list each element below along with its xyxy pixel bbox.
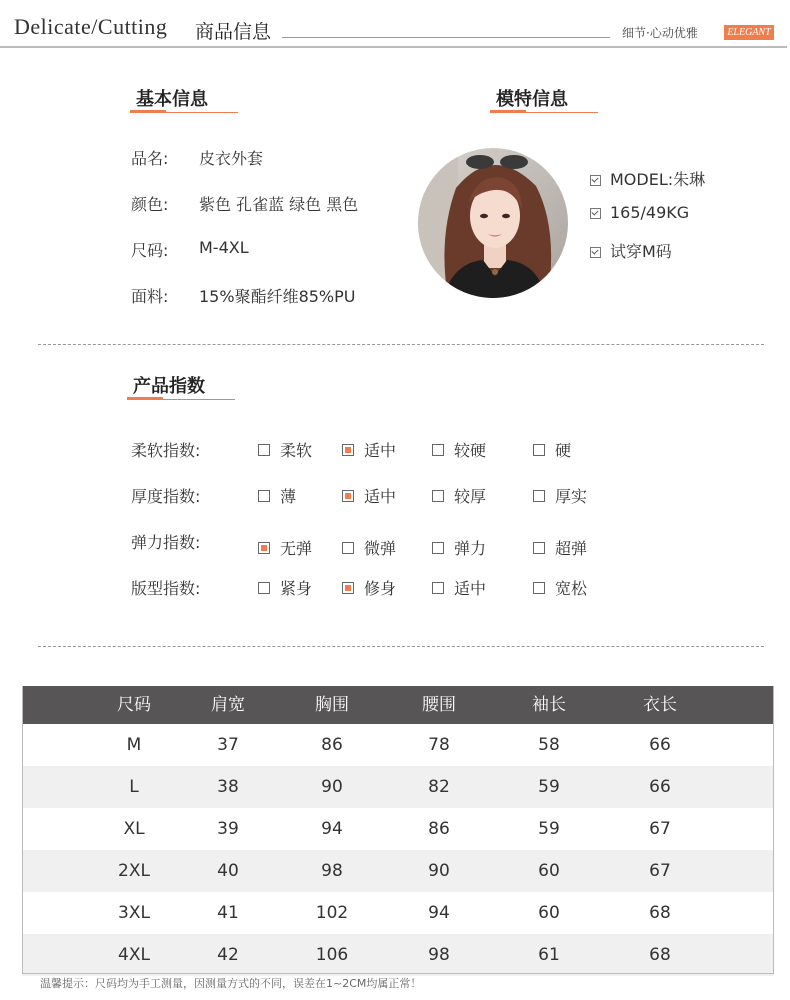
- table-cell: 3XL: [118, 903, 150, 923]
- checked-box-icon[interactable]: [342, 582, 354, 594]
- unchecked-box-icon[interactable]: [533, 490, 545, 502]
- brand-logo-text: Delicate/Cutting: [14, 14, 168, 39]
- table-cell: 4XL: [118, 945, 150, 965]
- index-option-label: 超弹: [555, 539, 588, 558]
- model-info-item: [590, 167, 705, 190]
- model-info-title: 模特信息: [496, 89, 568, 110]
- table-cell: 2XL: [118, 861, 150, 881]
- index-option[interactable]: [533, 484, 587, 507]
- size-note: 温馨提示：尺码均为手工测量，因测量方式的不同，误差在1~2CM均属正常！: [40, 977, 422, 990]
- table-cell: 60: [538, 861, 560, 881]
- header-tagline: 细节·心动优雅: [622, 26, 698, 40]
- table-cell: 40: [217, 861, 239, 881]
- table-cell: 94: [321, 819, 343, 839]
- basic-info-label: 面料:: [131, 287, 169, 306]
- table-cell: 37: [217, 735, 239, 755]
- table-cell: 86: [321, 735, 343, 755]
- table-header-cell: 衣长: [643, 695, 677, 715]
- product-index-underline: [127, 399, 235, 400]
- index-option[interactable]: [258, 484, 296, 507]
- index-option[interactable]: [258, 536, 312, 559]
- index-option[interactable]: [432, 438, 486, 461]
- table-header-row: [22, 686, 774, 724]
- index-option[interactable]: [342, 536, 396, 559]
- index-option-label: 适中: [364, 441, 397, 460]
- table-cell: 68: [649, 903, 671, 923]
- model-info-item: [590, 239, 672, 262]
- index-option-label: 适中: [454, 579, 487, 598]
- basic-info-value: 紫色 孔雀蓝 绿色 黑色: [199, 195, 359, 214]
- index-option-label: 适中: [364, 487, 397, 506]
- checked-box-icon[interactable]: [342, 444, 354, 456]
- index-option[interactable]: [258, 438, 312, 461]
- unchecked-box-icon[interactable]: [432, 490, 444, 502]
- model-info-underline: [490, 112, 598, 113]
- table-header-cell: 肩宽: [211, 695, 245, 715]
- table-cell: M: [126, 735, 142, 755]
- unchecked-box-icon[interactable]: [432, 542, 444, 554]
- index-option[interactable]: [432, 484, 486, 507]
- table-row: [22, 892, 774, 934]
- table-header-cell: 胸围: [315, 695, 349, 715]
- index-option-label: 硬: [555, 441, 572, 460]
- table-cell: 82: [428, 777, 450, 797]
- unchecked-box-icon[interactable]: [342, 542, 354, 554]
- table-cell: 60: [538, 903, 560, 923]
- table-cell: 98: [321, 861, 343, 881]
- basic-info-value: 皮衣外套: [199, 149, 264, 168]
- table-cell: L: [129, 777, 139, 797]
- check-icon: [590, 175, 601, 186]
- index-option[interactable]: [342, 484, 396, 507]
- index-option[interactable]: [533, 576, 587, 599]
- model-photo: [418, 148, 568, 298]
- model-info-item: [590, 203, 689, 222]
- table-row: [22, 850, 774, 892]
- table-cell: 66: [649, 735, 671, 755]
- index-label: 厚度指数:: [131, 487, 201, 506]
- page-title: 商品信息: [195, 21, 272, 43]
- unchecked-box-icon[interactable]: [533, 542, 545, 554]
- table-cell: 39: [217, 819, 239, 839]
- index-option[interactable]: [533, 536, 587, 559]
- table-row: [22, 934, 774, 976]
- checked-box-icon[interactable]: [258, 542, 270, 554]
- table-cell: 41: [217, 903, 239, 923]
- product-index-title: 产品指数: [133, 376, 205, 397]
- index-option[interactable]: [432, 576, 486, 599]
- table-row: [22, 808, 774, 850]
- table-cell: 98: [428, 945, 450, 965]
- index-option-label: 紧身: [280, 579, 313, 598]
- index-option[interactable]: [342, 576, 396, 599]
- table-cell: 59: [538, 819, 560, 839]
- table-cell: 67: [649, 861, 671, 881]
- section-divider: [38, 646, 764, 647]
- basic-info-value: M-4XL: [199, 238, 249, 257]
- unchecked-box-icon[interactable]: [533, 582, 545, 594]
- unchecked-box-icon[interactable]: [258, 490, 270, 502]
- size-table: [22, 686, 774, 976]
- basic-info-label: 品名:: [131, 149, 169, 168]
- index-option-label: 弹力: [454, 539, 487, 558]
- model-info-text: 试穿M码: [610, 242, 672, 261]
- index-option-label: 修身: [364, 579, 397, 598]
- index-option-label: 薄: [280, 487, 297, 506]
- model-info-text: MODEL:朱琳: [610, 170, 706, 189]
- basic-info-label: 颜色:: [131, 195, 169, 214]
- table-cell: 106: [315, 945, 349, 965]
- unchecked-box-icon[interactable]: [533, 444, 545, 456]
- index-label: 柔软指数:: [131, 441, 201, 460]
- table-header-cell: 腰围: [422, 695, 456, 715]
- index-option-label: 较硬: [454, 441, 487, 460]
- basic-info-label: 尺码:: [131, 241, 169, 260]
- index-option[interactable]: [432, 536, 486, 559]
- table-cell: 90: [428, 861, 450, 881]
- index-option-label: 较厚: [454, 487, 487, 506]
- index-option[interactable]: [258, 576, 312, 599]
- unchecked-box-icon[interactable]: [432, 444, 444, 456]
- check-icon: [590, 208, 601, 219]
- table-cell: 59: [538, 777, 560, 797]
- header-divider: [282, 37, 610, 38]
- table-cell: 90: [321, 777, 343, 797]
- table-header-cell: 尺码: [117, 695, 151, 715]
- index-label: 弹力指数:: [131, 533, 201, 552]
- table-cell: 58: [538, 735, 560, 755]
- checked-box-icon[interactable]: [342, 490, 354, 502]
- index-option-label: 厚实: [555, 487, 588, 506]
- index-option-label: 宽松: [555, 579, 588, 598]
- index-label: 版型指数:: [131, 579, 201, 598]
- table-cell: 102: [315, 903, 349, 923]
- index-option-label: 柔软: [280, 441, 313, 460]
- basic-info-value: 15%聚酯纤维85%PU: [199, 287, 356, 306]
- check-icon: [590, 247, 601, 258]
- table-cell: 94: [428, 903, 450, 923]
- index-option[interactable]: [342, 438, 396, 461]
- basic-info-underline: [130, 112, 238, 113]
- basic-info-title: 基本信息: [136, 89, 208, 110]
- table-cell: 68: [649, 945, 671, 965]
- table-cell: 42: [217, 945, 239, 965]
- index-option[interactable]: [533, 438, 571, 461]
- table-cell: 78: [428, 735, 450, 755]
- unchecked-box-icon[interactable]: [432, 582, 444, 594]
- table-header-cell: 袖长: [532, 695, 566, 715]
- table-cell: 38: [217, 777, 239, 797]
- table-cell: 67: [649, 819, 671, 839]
- index-option-label: 微弹: [364, 539, 397, 558]
- unchecked-box-icon[interactable]: [258, 444, 270, 456]
- unchecked-box-icon[interactable]: [258, 582, 270, 594]
- section-divider: [38, 344, 764, 345]
- table-cell: XL: [123, 819, 145, 839]
- index-option-label: 无弹: [280, 539, 313, 558]
- table-row: [22, 766, 774, 808]
- model-info-text: 165/49KG: [610, 203, 690, 222]
- header-rule: [0, 46, 787, 48]
- table-row: [22, 724, 774, 766]
- table-cell: 61: [538, 945, 560, 965]
- table-cell: 86: [428, 819, 450, 839]
- table-cell: 66: [649, 777, 671, 797]
- elegant-badge: ELEGANT: [724, 25, 774, 40]
